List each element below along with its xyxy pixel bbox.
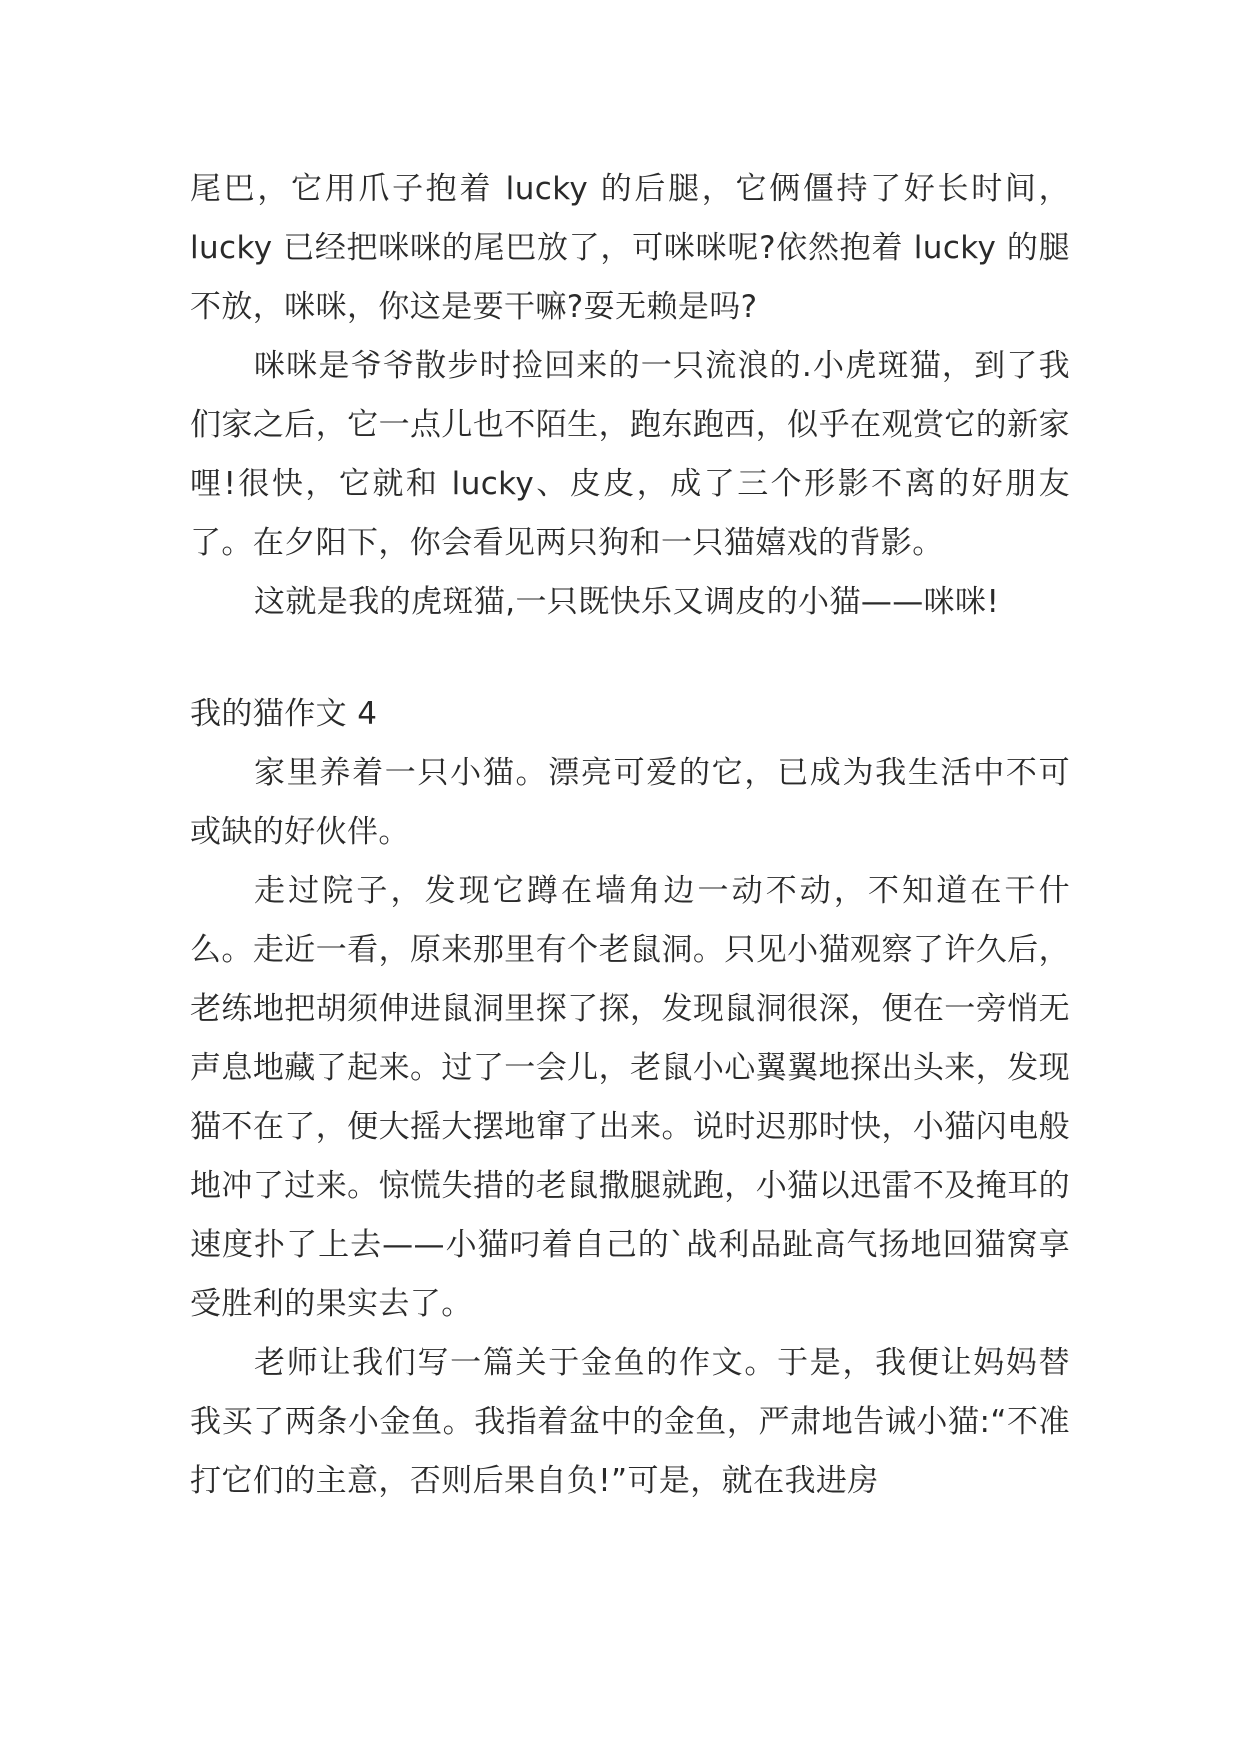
paragraph: 咪咪是爷爷散步时捡回来的一只流浪的.小虎斑猫，到了我们家之后，它一点儿也不陌生，跑东跑西，似乎在观赏它的新家哩!很快，它就和 lucky、皮皮，成了三个形影不离的好朋友了。在夕阳下，你会看见两只狗和一只猫嬉戏的背影。	[190, 348, 1070, 561]
paragraph: 走过院子，发现它蹲在墙角边一动不动，不知道在干什么。走近一看，原来那里有个老鼠洞。只见小猫观察了许久后，老练地把胡须伸进鼠洞里探了探，发现鼠洞很深，便在一旁悄无声息地藏了起来。过了一会儿，老鼠小心翼翼地探出头来，发现猫不在了，便大摇大摆地窜了出来。说时迟那时快，小猫闪电般地冲了过来。惊慌失措的老鼠撒腿就跑，小猫以迅雷不及掩耳的速度扑了上去——小猫叼着自己的`战利品趾高气扬地回猫窝享受胜利的果实去了。	[190, 873, 1070, 1322]
section-spacer	[190, 632, 1070, 685]
paragraph: 家里养着一只小猫。漂亮可爱的它，已成为我生活中不可或缺的好伙伴。	[190, 755, 1070, 850]
section-heading: 我的猫作文 4	[190, 696, 378, 732]
paragraph-continuation: 尾巴，它用爪子抱着 lucky 的后腿，它俩僵持了好长时间，lucky 已经把咪咪的尾巴放了，可咪咪呢?依然抱着 lucky 的腿不放，咪咪，你这是要干嘛?耍无赖是吗?	[190, 171, 1070, 325]
paragraph: 老师让我们写一篇关于金鱼的作文。于是，我便让妈妈替我买了两条小金鱼。我指着盆中的金鱼，严肃地告诫小猫:“不准打它们的主意，否则后果自负!”可是，就在我进房	[190, 1345, 1070, 1499]
paragraph: 这就是我的虎斑猫,一只既快乐又调皮的小猫——咪咪!	[254, 584, 1000, 620]
essay-body	[190, 160, 1070, 1511]
